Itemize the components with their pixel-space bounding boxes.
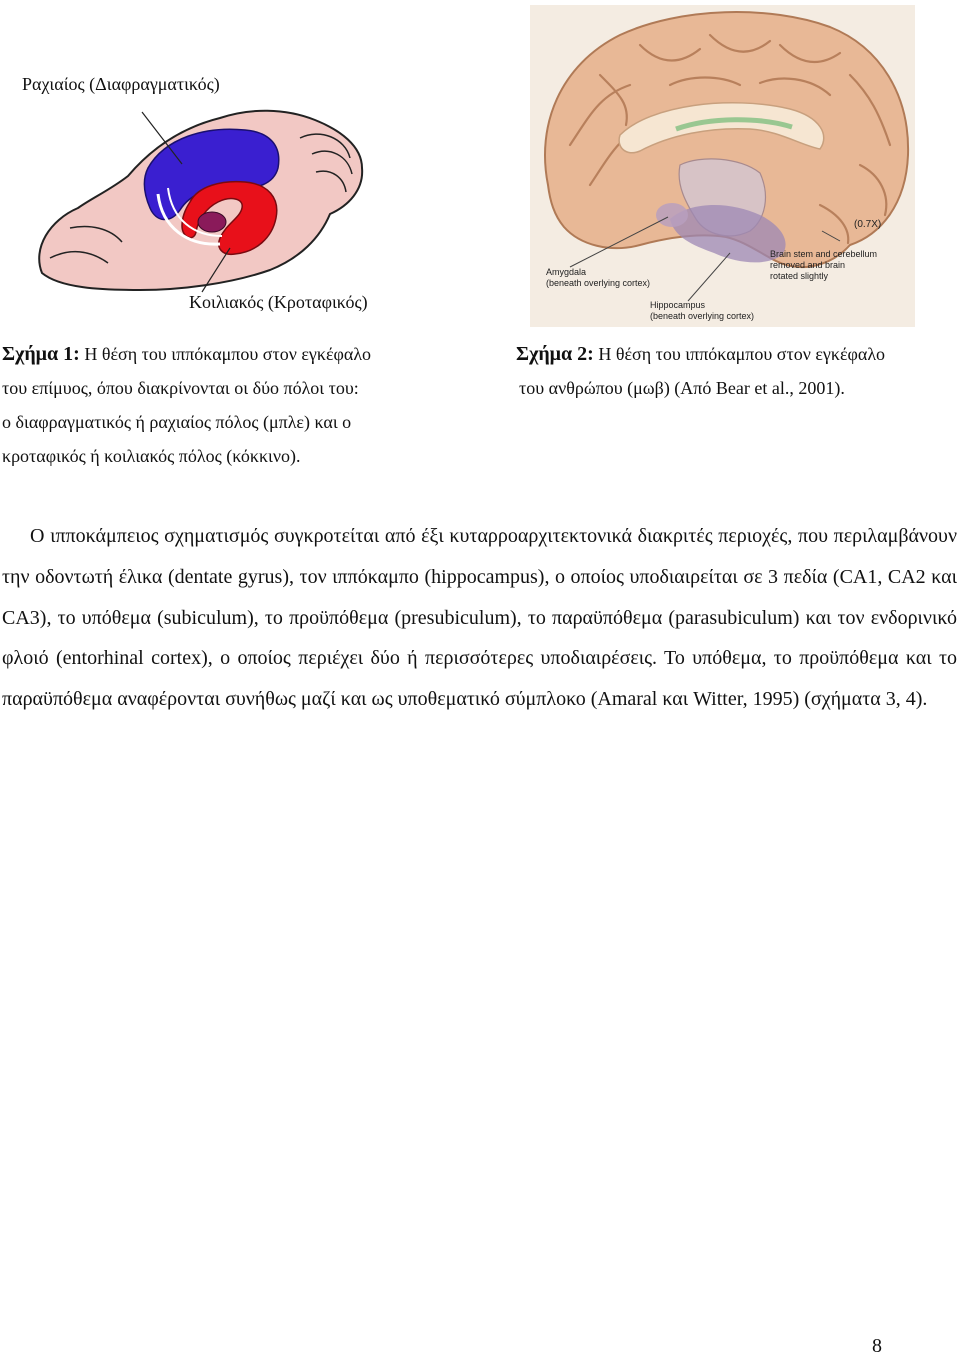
svg-text:removed and brain: removed and brain [770, 260, 846, 270]
rat-brain-figure [30, 98, 370, 296]
figure1-label-dorsal: Ραχιαίος (Διαφραγματικός) [22, 74, 220, 94]
svg-text:Brain stem and cerebellum: Brain stem and cerebellum [770, 249, 878, 259]
human-brain-figure [530, 5, 915, 327]
figure1-caption: Σχήμα 1: Η θέση του ιππόκαμπου στον εγκέφαλο του επίμυος, όπου διακρίνονται οι δύο πόλοι του: ο διαφραγματικός ή ραχιαίος πόλος (μπλε) και ο κροταφικός ή κοιλιακός πόλος (κόκκινο). [2, 343, 372, 466]
figure1-caption-label: Σχήμα 1: [2, 343, 80, 365]
svg-text:Amygdala: Amygdala [546, 267, 587, 277]
figure2-caption-label: Σχήμα 2: [516, 343, 594, 365]
figure1-label-ventral: Κοιλιακός (Κροταφικός) [189, 292, 368, 312]
svg-text:(beneath overlying cortex): (beneath overlying cortex) [650, 311, 755, 321]
amygdala [656, 203, 688, 227]
svg-text:Hippocampus: Hippocampus [650, 300, 706, 310]
svg-text:rotated slightly: rotated slightly [770, 271, 829, 281]
body-text [2, 516, 957, 720]
svg-text:(beneath overlying cortex): (beneath overlying cortex) [546, 278, 651, 288]
figure2-caption: Σχήμα 2: Η θέση του ιππόκαμπου στον εγκέφαλο του ανθρώπου (μωβ) (Από Bear et al., 2001). [516, 343, 886, 398]
scale-label: (0.7X) [854, 219, 882, 230]
page-number: 8 [872, 1335, 882, 1357]
body-paragraph: Ο ιπποκάμπειος σχηματισμός συγκροτείται από έξι κυταρροαρχιτεκτονικά διακριτές περιοχές, που περιλαμβάνουν την οδοντωτή έλικα (dentate gyrus), τον ιππόκαμπο (hippocampus), ο οποίος υποδιαιρείται σε 3 πεδία (CA1, CA2 και CA3), το υπόθεμα (subiculum), το προϋπόθεμα (presubiculum), το παραϋπόθεμα (parasubiculum) και τον ενδορινικό φλοιό (entorhinal cortex), ο οποίος περιέχει δύο ή περισσότερες υποδιαιρέσεις. Το υπόθεμα, το προϋπόθεμα και το παραϋπόθεμα αναφέρονται συνήθως μαζί και ως υποθεματικό σύμπλοκο (Amaral και Witter, 1995) (σχήματα 3, 4). [2, 525, 957, 711]
